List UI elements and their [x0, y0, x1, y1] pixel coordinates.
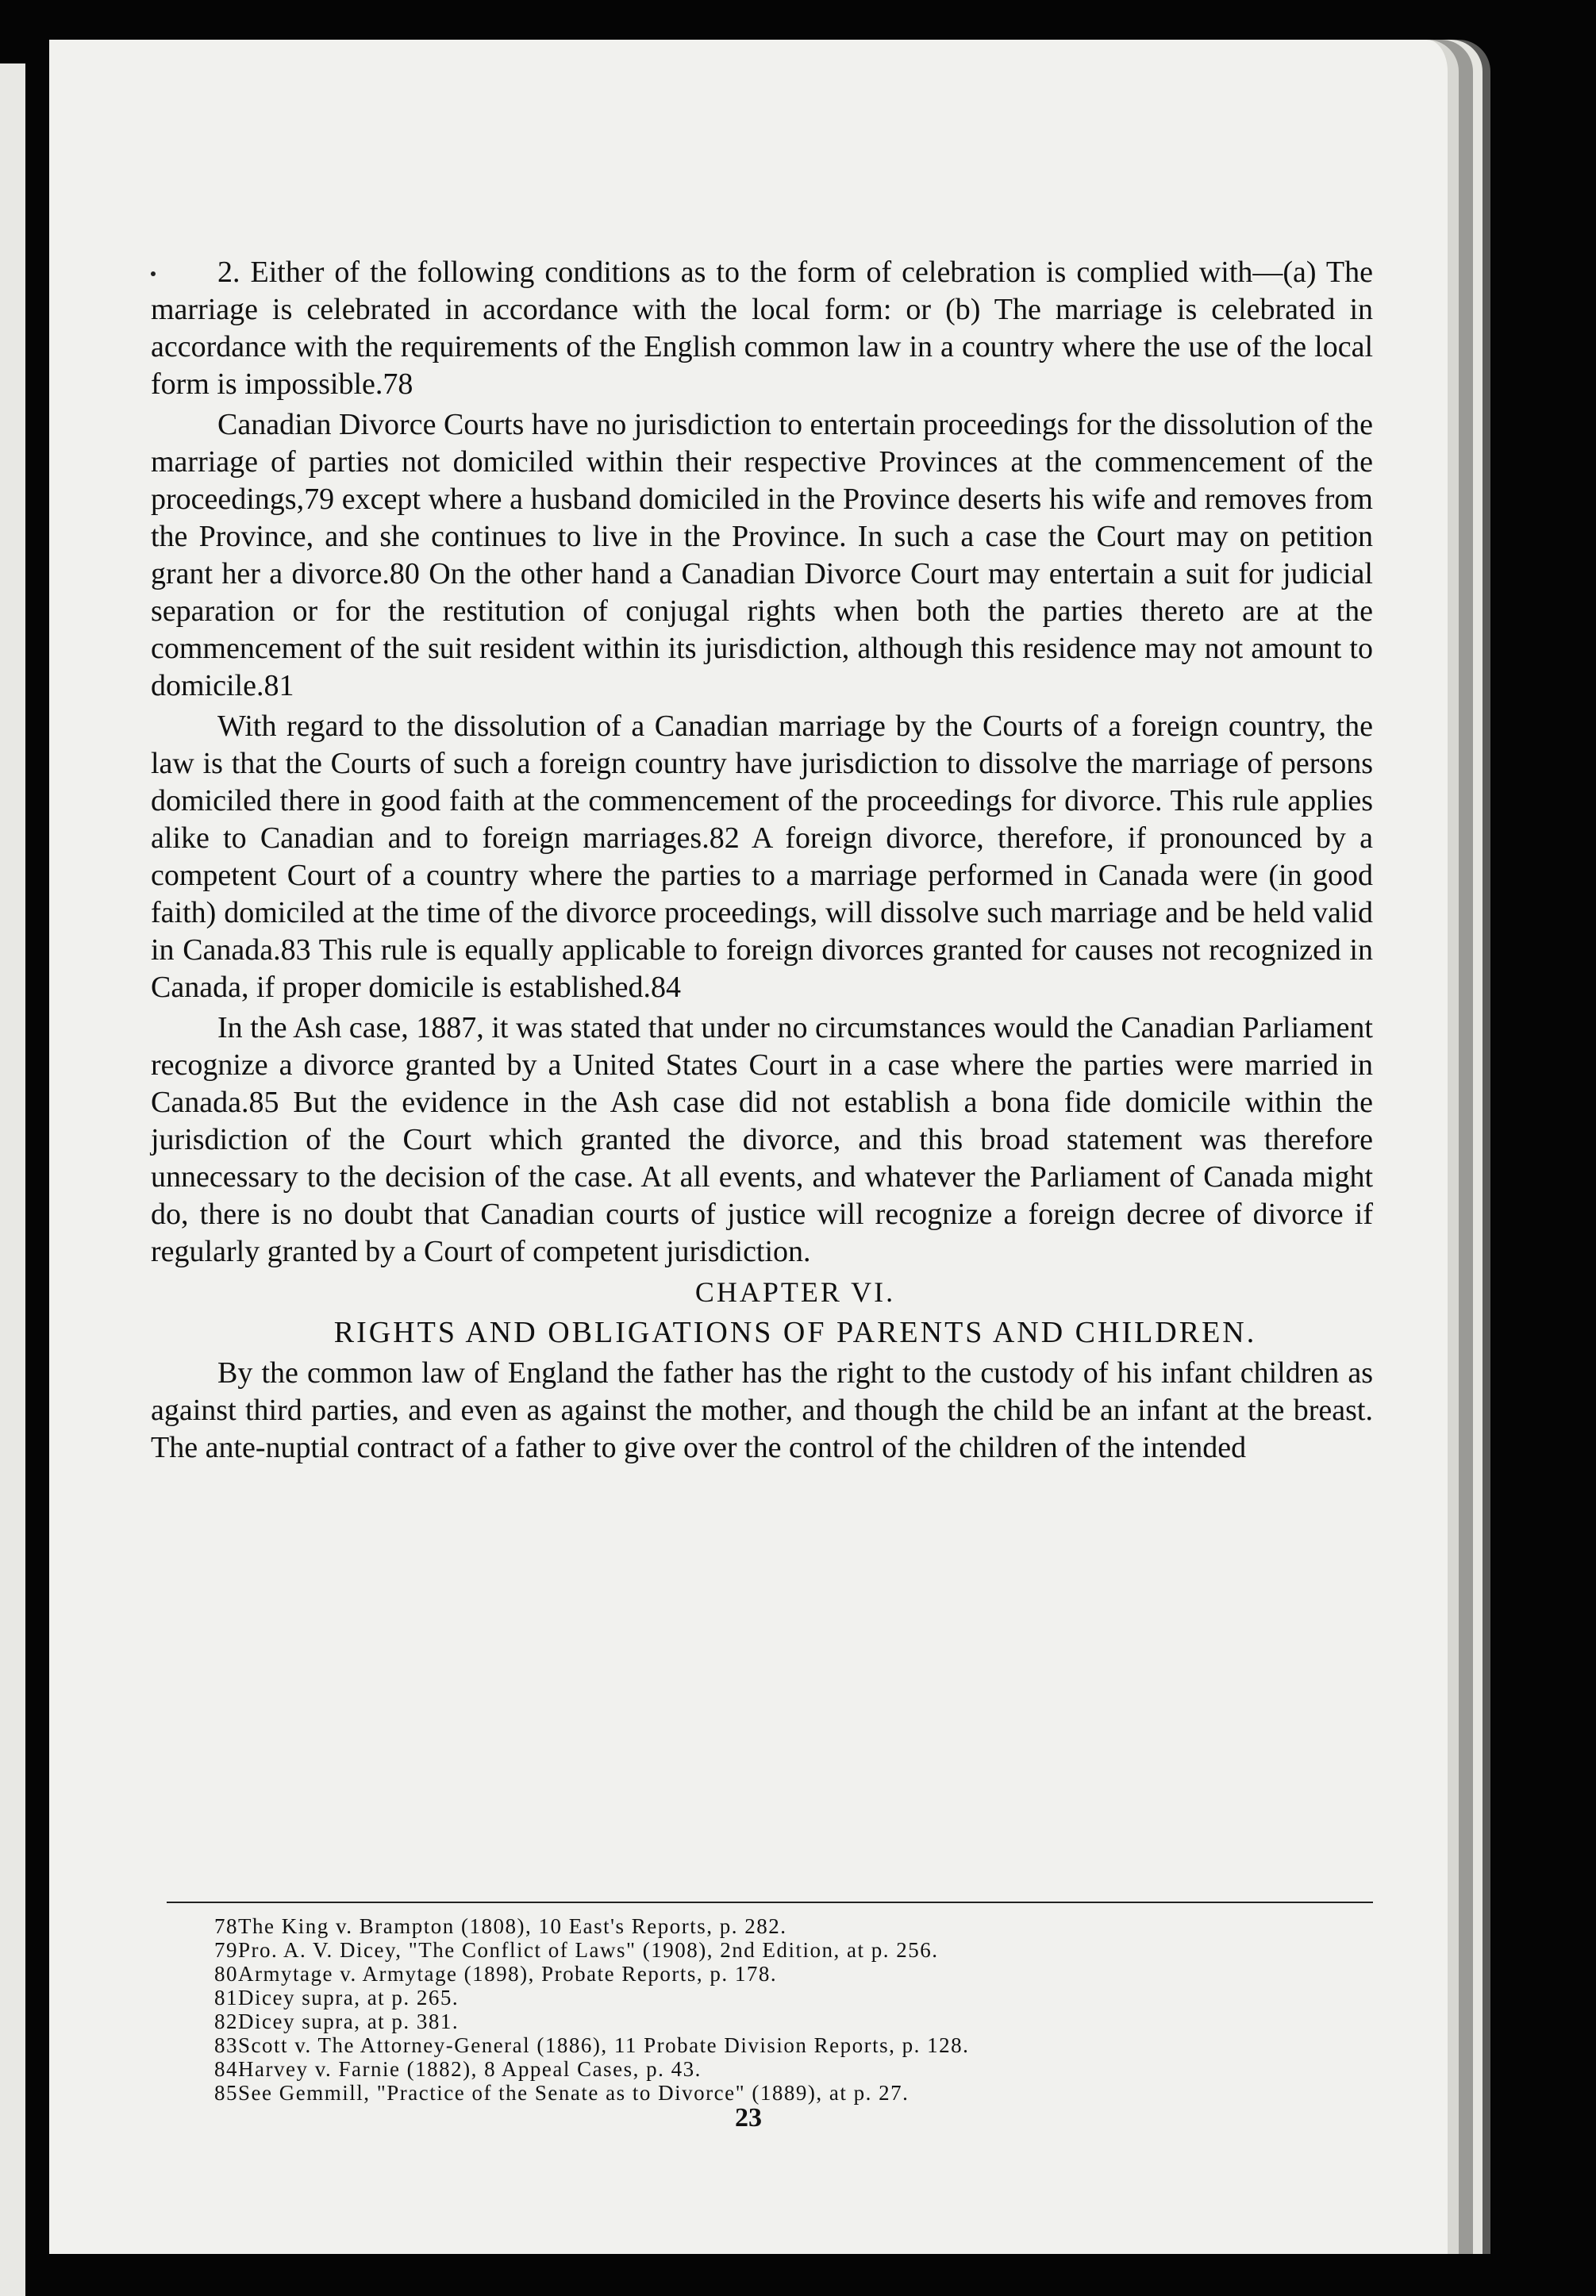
- page-number: 23: [735, 2103, 762, 2133]
- footnote-80: 80Armytage v. Armytage (1898), Probate Reports, p. 178.: [214, 1962, 778, 1986]
- footnote-84: 84Harvey v. Farnie (1882), 8 Appeal Cases, p. 43.: [214, 2057, 702, 2081]
- paragraph-divorce-jurisdiction: Canadian Divorce Courts have no jurisdiction to entertain proceedings for the dissolution of the marriage of parties not domiciled within their respective Provinces at the commencement of the proceedings,79 except where a husband domiciled in the Province deserts his wife and removes from the Province, and she continues to live in the Province. In such a case the Court may on petition grant her a divorce.80 On the other hand a Canadian Divorce Court may entertain a suit for judicial separation or for the restitution of conjugal rights when both the parties thereto are at the commencement of the suit resident within its jurisdiction, although this residence may not amount to domicile.81: [151, 408, 1373, 702]
- footnote-79: 79Pro. A. V. Dicey, "The Conflict of Laws" (1908), 2nd Edition, at p. 256.: [214, 1938, 939, 1962]
- footnote-85: 85See Gemmill, "Practice of the Senate as to Divorce" (1889), at p. 27.: [214, 2081, 910, 2105]
- footnote-82: 82Dicey supra, at p. 381.: [214, 2009, 460, 2033]
- chapter-title: RIGHTS AND OBLIGATIONS OF PARENTS AND CHILDREN.: [333, 1316, 1257, 1349]
- paragraph-father-custody: By the common law of England the father has the right to the custody of his infant children as against third parties, and even as against the mother, and though the child be an infant at the breast. The ante-nuptial contract of a father to give over the control of the children of the intended: [151, 1356, 1373, 1464]
- footnote-78: 78The King v. Brampton (1808), 10 East's Reports, p. 282.: [214, 1914, 787, 1938]
- paragraph-condition-2: 2. Either of the following conditions as to the form of celebration is complied with—(a) The marriage is celebrated in accordance with the local form: or (b) The marriage is celebrated in accordance with the requirements of the English common law in a country where the use of the local form is impossible.78: [151, 256, 1373, 401]
- book-page: [49, 40, 1459, 2254]
- paragraph-foreign-dissolution: With regard to the dissolution of a Canadian marriage by the Courts of a foreign country, the law is that the Courts of such a foreign country have jurisdiction to dissolve the marriage of persons domiciled there in good faith at the commencement of the proceedings for divorce. This rule applies alike to Canadian and to foreign marriages.82 A foreign divorce, therefore, if pronounced by a competent Court of a country where the parties to a marriage performed in Canada were (in good faith) domiciled at the time of the divorce proceedings, will dissolve such marriage and be held valid in Canada.83 This rule is equally applicable to foreign divorces granted for causes not recognized in Canada, if proper domicile is established.84: [151, 710, 1373, 1004]
- body-text: [151, 254, 1373, 1470]
- footnote-83: 83Scott v. The Attorney-General (1886), 11 Probate Division Reports, p. 128.: [214, 2033, 970, 2057]
- footnote-divider: [167, 1902, 1373, 1903]
- chapter-number: CHAPTER VI.: [694, 1276, 896, 1308]
- footnotes: [214, 1914, 1373, 2105]
- footnote-81: 81Dicey supra, at p. 265.: [214, 1986, 460, 2009]
- paragraph-ash-case: In the Ash case, 1887, it was stated that under no circumstances would the Canadian Parliament recognize a divorce granted by a United States Court in a case where the parties were married in Canada.85 But the evidence in the Ash case did not establish a bona fide domicile within the jurisdiction of the Court which granted the divorce, and this broad statement was therefore unnecessary to the decision of the case. At all events, and whatever the Parliament of Canada might do, there is no doubt that Canadian courts of justice will recognize a foreign decree of divorce if regularly granted by a Court of competent jurisdiction.: [151, 1011, 1373, 1268]
- facing-page-edge: [0, 63, 25, 2296]
